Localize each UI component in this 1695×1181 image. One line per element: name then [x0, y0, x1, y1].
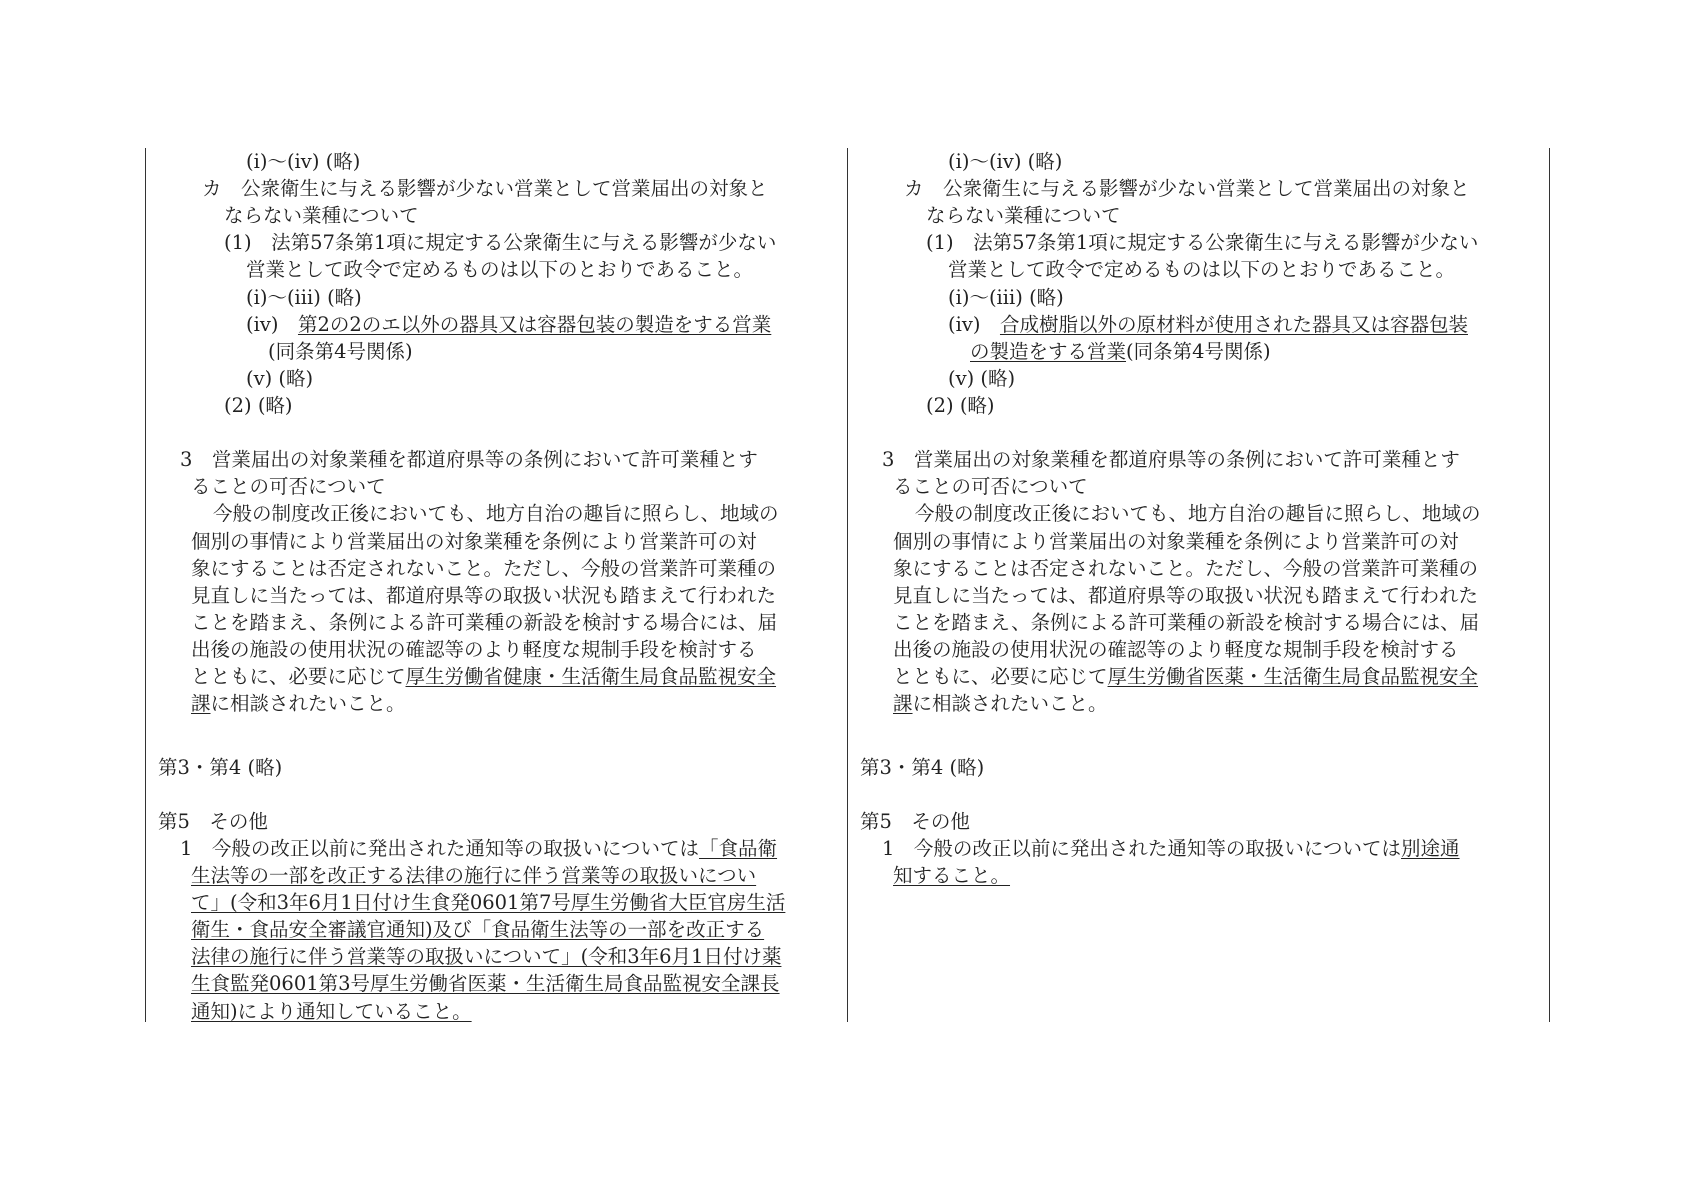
section-3-heading: 3 営業届出の対象業種を都道府県等の条例において許可業種とす [882, 448, 1460, 471]
item-i-iv: (ⅰ)～(ⅳ) (略) [948, 150, 1063, 173]
section-3-body-line: 象にすることは否定されないこと。ただし、今般の営業許可業種の [191, 557, 777, 580]
section-ka-heading-cont: ならない業種について [224, 204, 419, 227]
item-iv-amended-text: 合成樹脂以外の原材料が使用された器具又は容器包装 [999, 313, 1468, 336]
section-3-body-line: 出後の施設の使用状況の確認等のより軽度な規制手段を検討する [893, 638, 1459, 661]
section-3-heading: 3 営業届出の対象業種を都道府県等の条例において許可業種とす [180, 448, 758, 471]
notice-reference-line: て」(令和3年6月1日付け生食発0601第7号厚生労働省大臣官房生活 [191, 891, 786, 914]
notice-reference-line: 法律の施行に伴う営業等の取扱いについて」(令和3年6月1日付け薬 [191, 945, 782, 968]
notice-reference-line: 生食監発0601第3号厚生労働省医薬・生活衛生局食品監視安全課長 [191, 972, 780, 995]
section-3-body-line [893, 690, 1108, 717]
item-iv-amended-text: 第2の2のエ以外の器具又は容器包装の製造をする営業 [297, 313, 772, 336]
section-3-body-line: 個別の事情により営業届出の対象業種を条例により営業許可の対 [893, 530, 1459, 553]
section-ka-heading: カ 公衆衛生に与える影響が少ない営業として営業届出の対象と [904, 177, 1470, 200]
item-2: (2) (略) [224, 394, 293, 417]
section-3-body-line: ことを踏まえ、条例による許可業種の新設を検討する場合には、届 [893, 611, 1480, 634]
section-5-item-1 [180, 835, 777, 862]
section-5-heading: 第5 その他 [860, 810, 970, 833]
column-border-right [1549, 148, 1550, 1022]
column-border-left [145, 148, 146, 1022]
item-i-iii: (ⅰ)～(ⅲ) (略) [246, 286, 362, 309]
body-text: 1 今般の改正以前に発出された通知等の取扱いについては [882, 837, 1402, 860]
item-iv-cont [970, 338, 1271, 365]
notice-reference-line: 通知)により通知していること。 [191, 1000, 472, 1023]
bureau-name-amended: 厚生労働省医薬・生活衛生局食品監視安全 [1107, 665, 1479, 688]
item-iv [246, 311, 771, 338]
section-3-heading-cont: ることの可否について [893, 475, 1088, 498]
section-ka-heading-cont: ならない業種について [926, 204, 1121, 227]
section-3-heading-cont: ることの可否について [191, 475, 386, 498]
body-text: (同条第4号関係) [1126, 340, 1271, 363]
item-v: (ⅴ) (略) [948, 367, 1016, 390]
notice-reference-amended: 「食品衛 [699, 837, 778, 860]
item-iv-label: (ⅳ) [246, 313, 298, 336]
item-1: (1) 法第57条第1項に規定する公衆衛生に与える影響が少ない [926, 231, 1479, 254]
section-3-body-line [191, 690, 406, 717]
section-3-body-line: ことを踏まえ、条例による許可業種の新設を検討する場合には、届 [191, 611, 778, 634]
body-text: 1 今般の改正以前に発出された通知等の取扱いについては [180, 837, 700, 860]
bureau-name-amended-cont: 課 [191, 692, 211, 715]
body-text: とともに、必要に応じて [893, 665, 1108, 688]
notice-reference-line: 知すること。 [893, 864, 1011, 887]
section-3-body-line [191, 663, 776, 690]
notice-reference-line: 生法等の一部を改正する法律の施行に伴う営業等の取扱いについ [191, 864, 757, 887]
bureau-name-amended-cont: 課 [893, 692, 913, 715]
item-v: (ⅴ) (略) [246, 367, 314, 390]
body-text: に相談されたいこと。 [210, 692, 406, 715]
item-1: (1) 法第57条第1項に規定する公衆衛生に与える影響が少ない [224, 231, 777, 254]
item-1-cont: 営業として政令で定めるものは以下のとおりであること。 [948, 258, 1456, 281]
section-3-4-heading: 第3・第4 (略) [158, 756, 283, 779]
section-5-heading: 第5 その他 [158, 810, 268, 833]
section-3-4-heading: 第3・第4 (略) [860, 756, 985, 779]
body-text: に相談されたいこと。 [912, 692, 1108, 715]
bureau-name-amended: 厚生労働省健康・生活衛生局食品監視安全 [405, 665, 777, 688]
section-3-body-line: 見直しに当たっては、都道府県等の取扱い状況も踏まえて行われた [893, 584, 1479, 607]
section-3-body-line: 見直しに当たっては、都道府県等の取扱い状況も踏まえて行われた [191, 584, 777, 607]
column-border-middle [847, 148, 848, 1022]
item-iv-label: (ⅳ) [948, 313, 1000, 336]
body-text: とともに、必要に応じて [191, 665, 406, 688]
item-iv-cont: (同条第4号関係) [268, 340, 413, 363]
section-3-body-line: 出後の施設の使用状況の確認等のより軽度な規制手段を検討する [191, 638, 757, 661]
section-3-body-line: 個別の事情により営業届出の対象業種を条例により営業許可の対 [191, 530, 757, 553]
item-iv [948, 311, 1468, 338]
notice-reference-amended: 別途通 [1401, 837, 1460, 860]
section-3-body-line: 今般の制度改正後においても、地方自治の趣旨に照らし、地域の [915, 502, 1481, 525]
section-3-body-line [893, 663, 1478, 690]
section-5-item-1 [882, 835, 1460, 862]
section-3-body-line: 今般の制度改正後においても、地方自治の趣旨に照らし、地域の [213, 502, 779, 525]
item-iv-amended-text-cont: の製造をする営業 [970, 340, 1127, 363]
item-i-iv: (ⅰ)～(ⅳ) (略) [246, 150, 361, 173]
item-1-cont: 営業として政令で定めるものは以下のとおりであること。 [246, 258, 754, 281]
section-ka-heading: カ 公衆衛生に与える影響が少ない営業として営業届出の対象と [202, 177, 768, 200]
item-i-iii: (ⅰ)～(ⅲ) (略) [948, 286, 1064, 309]
section-3-body-line: 象にすることは否定されないこと。ただし、今般の営業許可業種の [893, 557, 1479, 580]
notice-reference-line: 衛生・食品安全審議官通知)及び「食品衛生法等の一部を改正する [191, 918, 765, 941]
item-2: (2) (略) [926, 394, 995, 417]
